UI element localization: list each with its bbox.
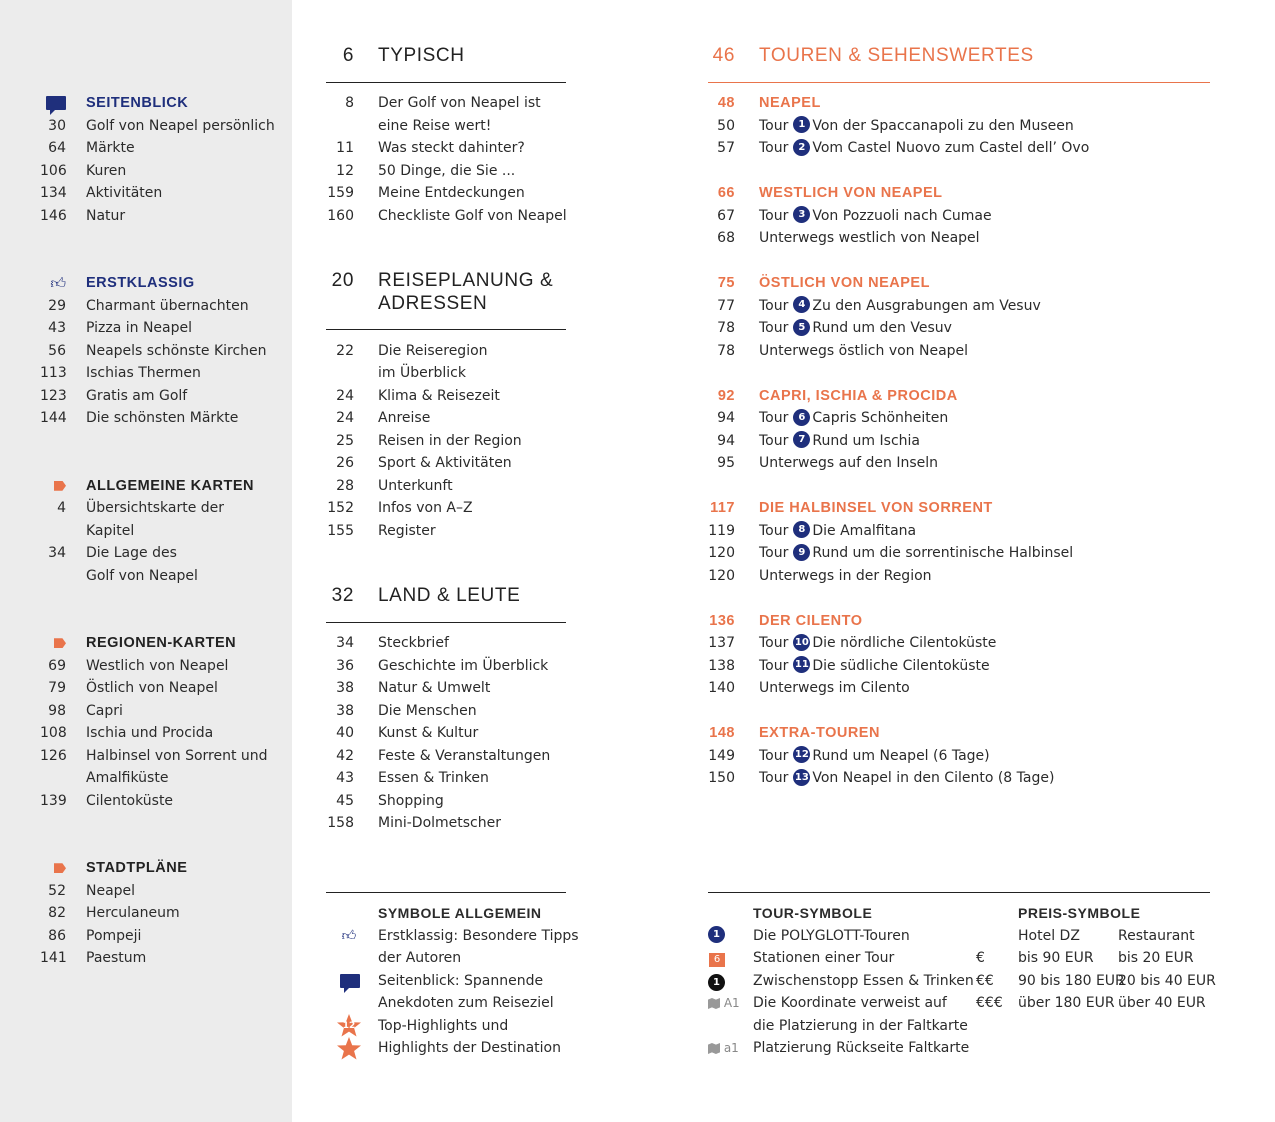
section-divider <box>326 82 566 83</box>
toc-entry[interactable]: 25 Reisen in der Region <box>336 432 522 449</box>
tour-number-badge: 2 <box>793 139 810 156</box>
toc-entry[interactable]: 123 Gratis am Golf <box>40 387 188 404</box>
section-page-typisch: 6 <box>342 45 354 66</box>
price-symbol: €€€ <box>976 995 1003 1011</box>
toc-entry[interactable]: 12 50 Dinge, die Sie ... <box>336 162 516 179</box>
legend-text: Erstklassig: Besondere Tipps <box>378 927 579 944</box>
toc-entry[interactable]: 144 Die schönsten Märkte <box>40 410 239 426</box>
tour-number-badge: 11 <box>793 656 810 673</box>
legend-text: Anekdoten zum Reiseziel <box>378 995 554 1011</box>
tour-entry[interactable]: 78 Tour 5 Rund um den Vesuv <box>717 320 952 336</box>
price-restaurant: bis 20 EUR <box>1118 950 1194 966</box>
region-heading-oestlich[interactable]: 75 ÖSTLICH VON NEAPEL <box>717 275 930 291</box>
sidebar-heading-stadtplaene[interactable]: STADTPLÄNE <box>40 857 187 880</box>
toc-entry[interactable]: 106 Kuren <box>40 162 127 179</box>
price-col-restaurant: Restaurant <box>1118 927 1195 944</box>
region-heading-cilento[interactable]: 136 DER CILENTO <box>709 612 863 629</box>
toc-entry[interactable]: 98 Capri <box>48 702 123 719</box>
section-title-land-leute[interactable]: LAND & LEUTE <box>378 585 521 606</box>
region-heading-capri[interactable]: 92 CAPRI, ISCHIA & PROCIDA <box>717 387 958 404</box>
section-divider <box>708 82 1210 83</box>
tour-entry[interactable]: 50 Tour 1 Von der Spaccanapoli zu den Museen <box>717 117 1074 134</box>
toc-entry[interactable]: 56 Neapels schönste Kirchen <box>48 342 267 359</box>
toc-entry[interactable]: 43 Essen & Trinken <box>336 770 489 786</box>
toc-entry[interactable]: 43 Pizza in Neapel <box>48 320 193 336</box>
tour-entry[interactable]: 94 Tour 7 Rund um Ischia <box>717 432 920 449</box>
tour-entry[interactable]: 77 Tour 4 Zu den Ausgrabungen am Vesuv <box>717 297 1041 314</box>
toc-entry[interactable]: 108 Ischia und Procida <box>40 725 214 741</box>
toc-entry[interactable]: 64 Märkte <box>48 140 135 156</box>
toc-entry-continued: Kapitel <box>86 522 135 539</box>
legend-general-heading: SYMBOLE ALLGEMEIN <box>378 905 542 921</box>
legend-text: die Platzierung in der Faltkarte <box>753 1017 968 1034</box>
toc-entry[interactable]: 34 Steckbrief <box>336 635 449 651</box>
toc-entry[interactable]: 158 Mini-Dolmetscher <box>327 815 501 831</box>
toc-entry[interactable]: 141 Paestum <box>40 950 147 966</box>
toc-entry[interactable]: 68 Unterwegs westlich von Neapel <box>717 230 980 246</box>
section-page-touren: 46 <box>712 45 735 66</box>
toc-entry[interactable]: 11 Was steckt dahinter? <box>336 140 525 156</box>
toc-entry[interactable]: 113 Ischias Thermen <box>40 365 201 381</box>
toc-entry[interactable]: 29 Charmant übernachten <box>48 297 249 314</box>
tour-number-badge: 10 <box>793 634 810 651</box>
price-col-hotel: Hotel DZ <box>1018 927 1080 944</box>
price-symbol: €€ <box>976 972 994 989</box>
map-tag-icon <box>40 632 66 655</box>
toc-entry[interactable]: 40 Kunst & Kultur <box>336 725 479 741</box>
toc-entry[interactable]: 82 Herculaneum <box>48 905 180 921</box>
section-page-reiseplanung: 20 <box>331 270 354 291</box>
toc-entry[interactable]: 24 Anreise <box>336 410 431 426</box>
tour-number-badge: 12 <box>793 746 810 763</box>
toc-entry-continued: im Überblick <box>378 365 466 381</box>
legend-text: Stationen einer Tour <box>753 950 895 966</box>
legend-text: Die Koordinate verweist auf <box>753 995 947 1011</box>
legend-text: Platzierung Rückseite Faltkarte <box>753 1040 970 1056</box>
tour-number-badge: 3 <box>793 206 810 223</box>
section-title-reiseplanung[interactable]: REISEPLANUNG & <box>378 270 554 291</box>
price-hotel: 90 bis 180 EUR <box>1018 972 1125 989</box>
toc-entry[interactable]: 22 Die Reiseregion <box>336 342 488 359</box>
thumbs-up-icon: 👍︎ <box>50 273 66 292</box>
station-square-icon: 6 <box>709 947 725 970</box>
price-restaurant: 20 bis 40 EUR <box>1118 972 1216 989</box>
toc-entry[interactable]: 134 Aktivitäten <box>40 185 163 201</box>
price-hotel: über 180 EUR <box>1018 995 1115 1011</box>
toc-entry[interactable]: 160 Checkliste Golf von Neapel <box>327 207 567 224</box>
toc-entry-continued: eine Reise wert! <box>378 117 492 134</box>
toc-entry[interactable]: 38 Die Menschen <box>336 702 477 719</box>
star-icon <box>336 1036 362 1062</box>
tour-entry[interactable]: 138 Tour 11 Die südliche Cilentoküste <box>708 657 990 674</box>
tour-entry[interactable]: 67 Tour 3 Von Pozzuoli nach Cumae <box>717 207 992 224</box>
toc-entry[interactable]: 78 Unterwegs östlich von Neapel <box>717 342 969 359</box>
legend-price-heading: PREIS-SYMBOLE <box>1018 905 1141 921</box>
tour-number-badge: 1 <box>793 116 810 133</box>
tour-entry[interactable]: 120 Tour 9 Rund um die sorrentinische Halbinsel <box>708 545 1074 561</box>
legend-text: Seitenblick: Spannende <box>378 972 544 989</box>
section-page-land-leute: 32 <box>331 585 354 606</box>
toc-entry[interactable]: 152 Infos von A–Z <box>327 500 473 516</box>
tour-entry[interactable]: 57 Tour 2 Vom Castel Nuovo zum Castel dell’ Ovo <box>717 140 1090 156</box>
toc-entry[interactable]: 95 Unterwegs auf den Inseln <box>717 455 938 471</box>
tour-number-badge: 6 <box>793 409 810 426</box>
toc-entry-continued: Amalfiküste <box>86 770 169 786</box>
price-symbol: € <box>976 950 985 966</box>
thumbs-up-icon: 👍︎ <box>341 927 357 944</box>
tour-entry[interactable]: 137 Tour 10 Die nördliche Cilentoküste <box>708 635 997 651</box>
toc-entry[interactable]: 52 Neapel <box>48 882 136 899</box>
region-heading-sorrent[interactable]: 117 DIE HALBINSEL VON SORRENT <box>710 500 993 516</box>
tour-number-badge: 13 <box>793 769 810 786</box>
sidebar-heading-erstklassig[interactable]: 👍︎ ERSTKLASSIG <box>40 272 195 295</box>
toc-entry[interactable]: 24 Klima & Reisezeit <box>336 387 500 404</box>
legend-text: Die POLYGLOTT-Touren <box>753 927 910 944</box>
toc-entry[interactable]: 36 Geschichte im Überblick <box>336 657 549 674</box>
toc-entry[interactable]: 30 Golf von Neapel persönlich <box>48 117 275 134</box>
map-coordinate-back-icon: a1 <box>708 1037 739 1060</box>
tour-entry[interactable]: 150 Tour 13 Von Neapel in den Cilento (8 Tage) <box>708 770 1055 786</box>
toc-entry[interactable]: 79 Östlich von Neapel <box>48 680 218 696</box>
region-heading-neapel[interactable]: 48 NEAPEL <box>717 95 821 111</box>
region-heading-westlich[interactable]: 66 WESTLICH VON NEAPEL <box>717 185 943 201</box>
speech-bubble-icon <box>339 970 361 993</box>
map-tag-icon <box>40 475 66 498</box>
price-restaurant: über 40 EUR <box>1118 995 1206 1011</box>
toc-entry[interactable]: 42 Feste & Veranstaltungen <box>336 747 551 764</box>
toc-entry[interactable]: 28 Unterkunft <box>336 477 453 494</box>
section-title-typisch[interactable]: TYPISCH <box>378 45 465 66</box>
section-title-reiseplanung-line2: ADRESSEN <box>378 292 488 314</box>
toc-entry[interactable]: 155 Register <box>327 522 436 539</box>
tour-number-badge: 5 <box>793 319 810 336</box>
tour-entry[interactable]: 94 Tour 6 Capris Schönheiten <box>717 410 949 426</box>
tour-number-badge: 4 <box>793 296 810 313</box>
toc-entry[interactable]: 38 Natur & Umwelt <box>336 680 491 696</box>
speech-bubble-icon <box>40 92 66 115</box>
sidebar-heading-allgemeine-karten[interactable]: ALLGEMEINE KARTEN <box>40 475 254 498</box>
legend-divider <box>326 892 566 893</box>
tour-entry[interactable]: 149 Tour 12 Rund um Neapel (6 Tage) <box>708 747 990 764</box>
toc-entry-continued: Golf von Neapel <box>86 567 198 584</box>
legend-text: der Autoren <box>378 950 462 966</box>
legend-divider <box>708 892 1210 893</box>
toc-entry[interactable]: 140 Unterwegs im Cilento <box>708 680 910 696</box>
toc-entry[interactable]: 8 Der Golf von Neapel ist <box>345 95 541 111</box>
legend-text: Top-Highlights und <box>378 1017 509 1034</box>
map-coordinate-icon: A1 <box>708 992 740 1015</box>
numbered-star-icon: 12 <box>336 1013 362 1039</box>
toc-entry[interactable]: 45 Shopping <box>336 792 444 809</box>
toc-entry[interactable]: 146 Natur <box>40 207 126 224</box>
map-tag-icon <box>40 857 66 880</box>
sidebar-heading-seitenblick[interactable]: SEITENBLICK <box>40 92 188 115</box>
toc-entry[interactable]: 126 Halbinsel von Sorrent und <box>40 747 268 764</box>
legend-tour-heading: TOUR-SYMBOLE <box>753 905 873 921</box>
toc-entry[interactable]: 69 Westlich von Neapel <box>48 657 229 674</box>
price-hotel: bis 90 EUR <box>1018 950 1094 966</box>
section-divider <box>326 329 566 330</box>
section-divider <box>326 622 566 623</box>
region-heading-extra-touren[interactable]: 148 EXTRA-TOUREN <box>709 725 880 741</box>
toc-entry[interactable]: 26 Sport & Aktivitäten <box>336 455 512 471</box>
tour-number-badge: 8 <box>793 521 810 538</box>
tour-number-badge: 9 <box>793 544 810 561</box>
toc-entry[interactable]: 120 Unterwegs in der Region <box>708 567 932 584</box>
legend-text: Highlights der Destination <box>378 1040 561 1056</box>
tour-entry[interactable]: 119 Tour 8 Die Amalfitana <box>708 522 917 539</box>
sidebar-heading-regionen-karten[interactable]: REGIONEN-KARTEN <box>40 632 236 655</box>
toc-entry[interactable]: 34 Die Lage des <box>48 545 177 561</box>
food-stop-icon: 1 <box>708 970 725 993</box>
toc-entry[interactable]: 139 Cilentoküste <box>40 792 174 809</box>
legend-text: Zwischenstopp Essen & Trinken <box>753 972 974 989</box>
toc-entry[interactable]: 159 Meine Entdeckungen <box>327 185 525 201</box>
toc-entry[interactable]: 86 Pompeji <box>48 927 142 944</box>
tour-badge-icon: 1 <box>708 925 725 948</box>
tour-number-badge: 7 <box>793 431 810 448</box>
section-title-touren[interactable]: TOUREN & SEHENSWERTES <box>759 45 1034 66</box>
toc-entry[interactable]: 4 Übersichtskarte der <box>57 500 225 516</box>
